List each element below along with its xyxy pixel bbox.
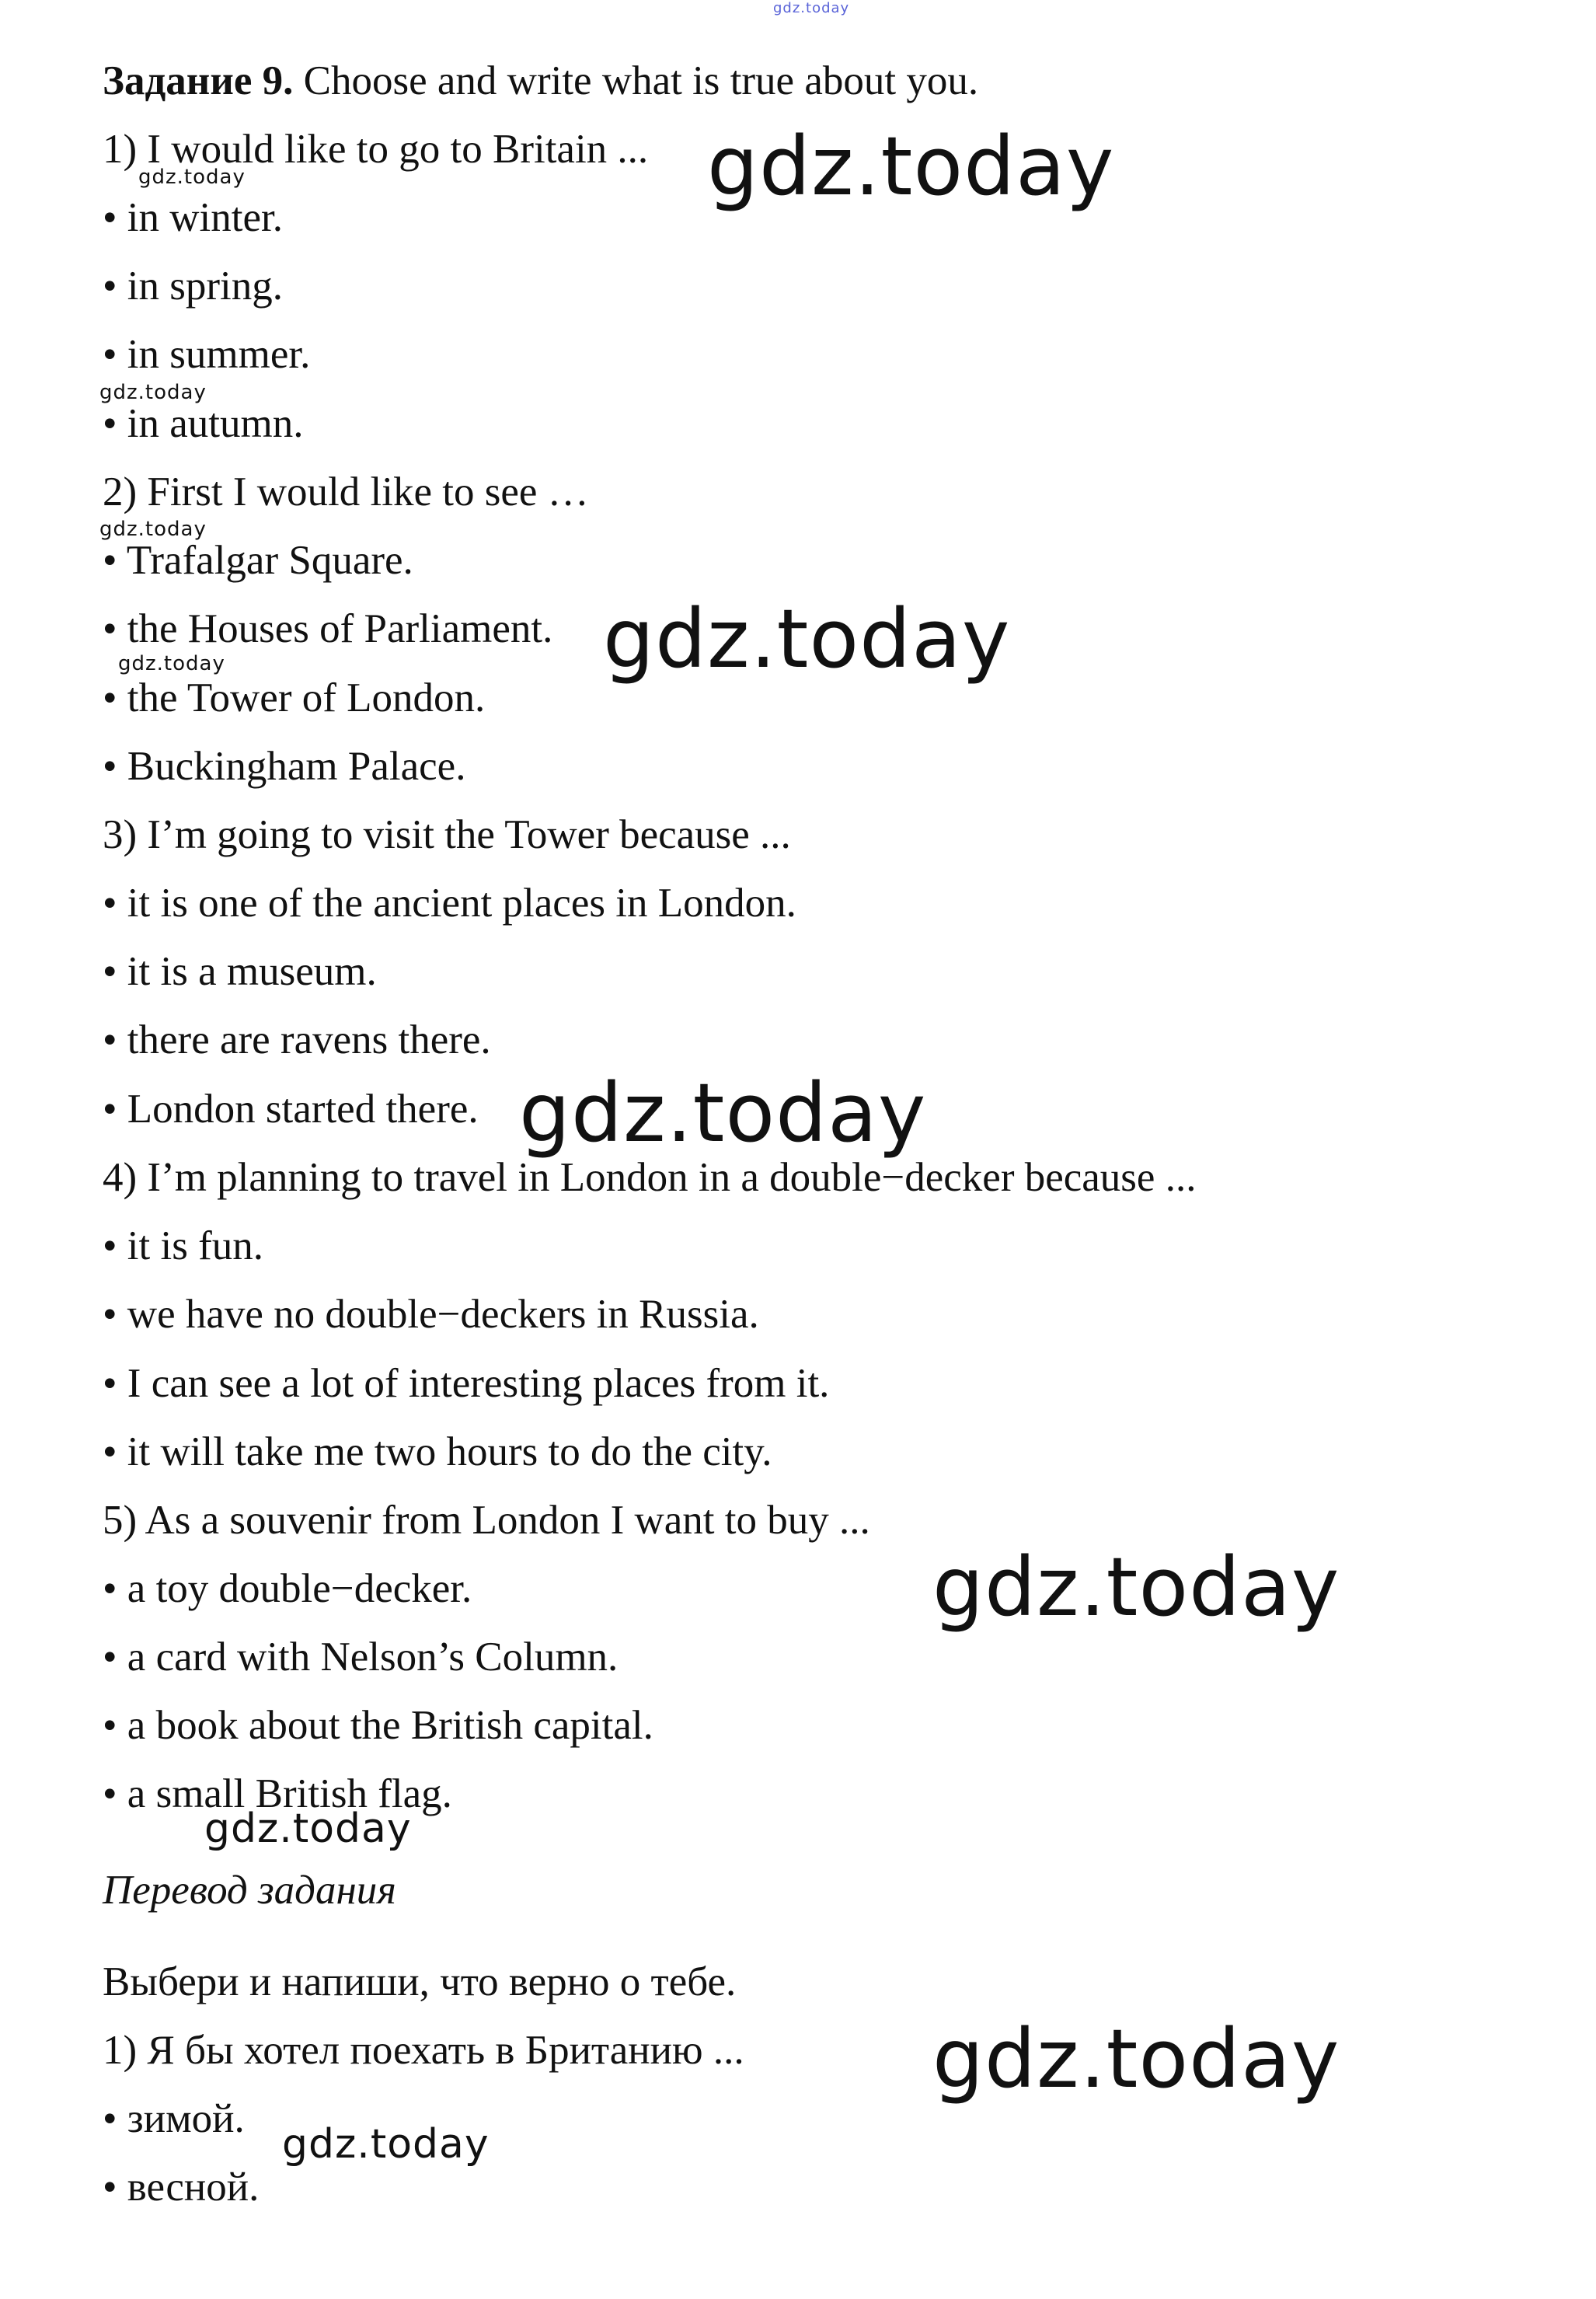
option-line: • a small British flag. bbox=[103, 1771, 452, 1816]
option-line: • there are ravens there. bbox=[103, 1017, 491, 1062]
question-5: 5) As a souvenir from London I want to buy ... bbox=[103, 1498, 870, 1543]
watermark: gdz.today bbox=[519, 1066, 927, 1160]
option-line: • Trafalgar Square. bbox=[103, 538, 413, 583]
question-3: 3) I’m going to visit the Tower because ... bbox=[103, 812, 791, 857]
option-line: • in spring. bbox=[103, 263, 284, 309]
option-line: • in summer. bbox=[103, 332, 311, 377]
task-heading bbox=[103, 56, 978, 106]
watermark: gdz.today bbox=[773, 0, 850, 16]
watermark: gdz.today bbox=[204, 1805, 412, 1852]
option-line: • London started there. bbox=[103, 1087, 479, 1132]
option-line: • it is a museum. bbox=[103, 949, 377, 994]
option-line: • весной. bbox=[103, 2165, 260, 2210]
task-instruction: Choose and write what is true about you. bbox=[293, 58, 979, 103]
watermark: gdz.today bbox=[707, 119, 1115, 214]
watermark: gdz.today bbox=[99, 518, 207, 541]
question-4: 4) I’m planning to travel in London in a double−decker because ... bbox=[103, 1155, 1197, 1200]
watermark: gdz.today bbox=[99, 381, 207, 404]
question-2: 2) First I would like to see … bbox=[103, 469, 589, 515]
task-number: Задание 9. bbox=[103, 58, 294, 103]
option-line: • the Tower of London. bbox=[103, 675, 486, 720]
watermark: gdz.today bbox=[603, 591, 1011, 686]
option-line: • it is fun. bbox=[103, 1223, 264, 1268]
option-line: • I can see a lot of interesting places from it. bbox=[103, 1361, 830, 1406]
watermark: gdz.today bbox=[932, 2011, 1340, 2106]
option-line: • in winter. bbox=[103, 195, 284, 240]
option-line: • it is one of the ancient places in London. bbox=[103, 881, 796, 926]
watermark: gdz.today bbox=[282, 2121, 490, 2168]
watermark: gdz.today bbox=[118, 652, 225, 675]
option-line: • a card with Nelson’s Column. bbox=[103, 1634, 619, 1680]
translation-heading: Перевод задания bbox=[103, 1868, 396, 1913]
watermark: gdz.today bbox=[932, 1540, 1340, 1634]
question-1: 1) I would like to go to Britain ... bbox=[103, 127, 649, 172]
option-line: • it will take me two hours to do the city. bbox=[103, 1429, 772, 1474]
option-line: • Buckingham Palace. bbox=[103, 744, 466, 789]
watermark: gdz.today bbox=[138, 166, 246, 189]
option-line: • a book about the British capital. bbox=[103, 1703, 653, 1748]
option-line: • we have no double−deckers in Russia. bbox=[103, 1292, 759, 1337]
option-line: • the Houses of Parliament. bbox=[103, 606, 553, 651]
translation-instruction: Выбери и напиши, что верно о тебе. bbox=[103, 1959, 737, 2004]
option-line: • in autumn. bbox=[103, 401, 304, 446]
option-line: • зимой. bbox=[103, 2096, 245, 2141]
option-line: • a toy double−decker. bbox=[103, 1566, 472, 1611]
translation-question-1: 1) Я бы хотел поехать в Британию ... bbox=[103, 2028, 744, 2073]
